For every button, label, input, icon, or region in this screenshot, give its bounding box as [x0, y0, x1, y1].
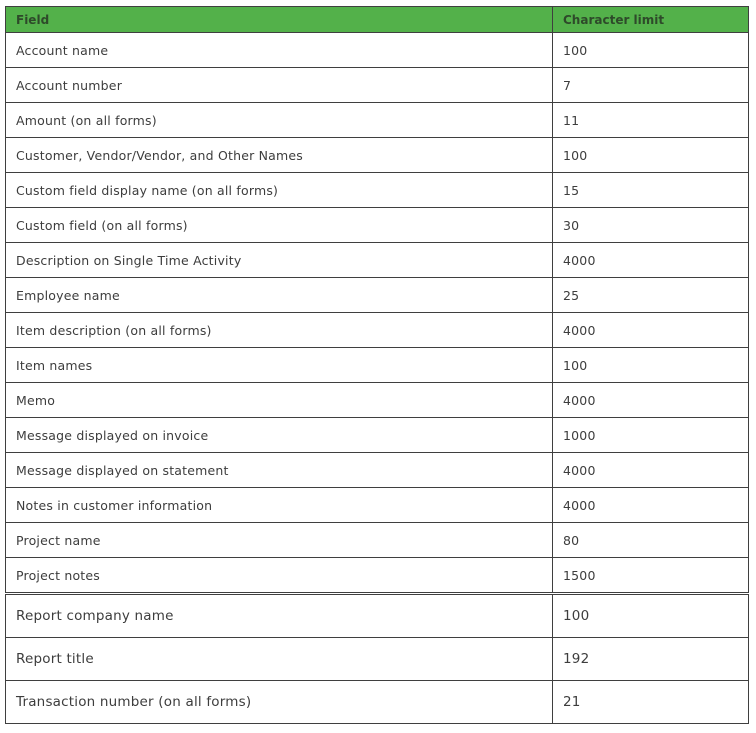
table-row: [6, 243, 749, 278]
field-cell: Description on Single Time Activity: [6, 243, 553, 278]
field-cell: Employee name: [6, 278, 553, 313]
limit-cell: 7: [553, 68, 749, 103]
table-row: [6, 383, 749, 418]
limit-cell: 100: [553, 594, 749, 638]
limit-cell: 4000: [553, 453, 749, 488]
field-cell: Memo: [6, 383, 553, 418]
table-body-continued: [6, 594, 749, 724]
limit-cell: 80: [553, 523, 749, 558]
limit-cell: 192: [553, 638, 749, 681]
table-row: [6, 173, 749, 208]
table-row: [6, 33, 749, 68]
table-row: [6, 208, 749, 243]
limit-cell: 15: [553, 173, 749, 208]
table-row: [6, 348, 749, 383]
field-cell: Amount (on all forms): [6, 103, 553, 138]
character-limit-table: [5, 6, 749, 724]
field-cell: Notes in customer information: [6, 488, 553, 523]
limit-cell: 11: [553, 103, 749, 138]
limit-cell: 1000: [553, 418, 749, 453]
field-cell: Project name: [6, 523, 553, 558]
field-cell: Project notes: [6, 558, 553, 594]
table-header: [6, 7, 749, 33]
table-row: [6, 68, 749, 103]
limit-cell: 30: [553, 208, 749, 243]
limit-cell: 25: [553, 278, 749, 313]
limit-cell: 4000: [553, 383, 749, 418]
limit-cell: 21: [553, 681, 749, 724]
table-row: [6, 418, 749, 453]
table-row: [6, 453, 749, 488]
header-character-limit: Character limit: [553, 7, 749, 33]
field-cell: Item names: [6, 348, 553, 383]
limit-cell: 4000: [553, 243, 749, 278]
table-row: [6, 103, 749, 138]
table-body: [6, 33, 749, 594]
table-row: [6, 638, 749, 681]
field-cell: Report title: [6, 638, 553, 681]
limit-cell: 100: [553, 33, 749, 68]
limit-cell: 100: [553, 348, 749, 383]
field-cell: Message displayed on statement: [6, 453, 553, 488]
field-cell: Message displayed on invoice: [6, 418, 553, 453]
table-row: [6, 488, 749, 523]
table-row: [6, 278, 749, 313]
limit-cell: 100: [553, 138, 749, 173]
field-cell: Transaction number (on all forms): [6, 681, 553, 724]
field-cell: Custom field (on all forms): [6, 208, 553, 243]
limit-cell: 4000: [553, 313, 749, 348]
table-row: [6, 523, 749, 558]
field-cell: Account number: [6, 68, 553, 103]
field-cell: Customer, Vendor/Vendor, and Other Names: [6, 138, 553, 173]
limit-cell: 4000: [553, 488, 749, 523]
limit-cell: 1500: [553, 558, 749, 594]
field-cell: Account name: [6, 33, 553, 68]
table-row: [6, 313, 749, 348]
field-cell: Report company name: [6, 594, 553, 638]
table-row: [6, 138, 749, 173]
table-row: [6, 558, 749, 594]
header-field: Field: [6, 7, 553, 33]
table-row: [6, 681, 749, 724]
table-row: [6, 594, 749, 638]
header-row: [6, 7, 749, 33]
field-cell: Item description (on all forms): [6, 313, 553, 348]
field-cell: Custom field display name (on all forms): [6, 173, 553, 208]
